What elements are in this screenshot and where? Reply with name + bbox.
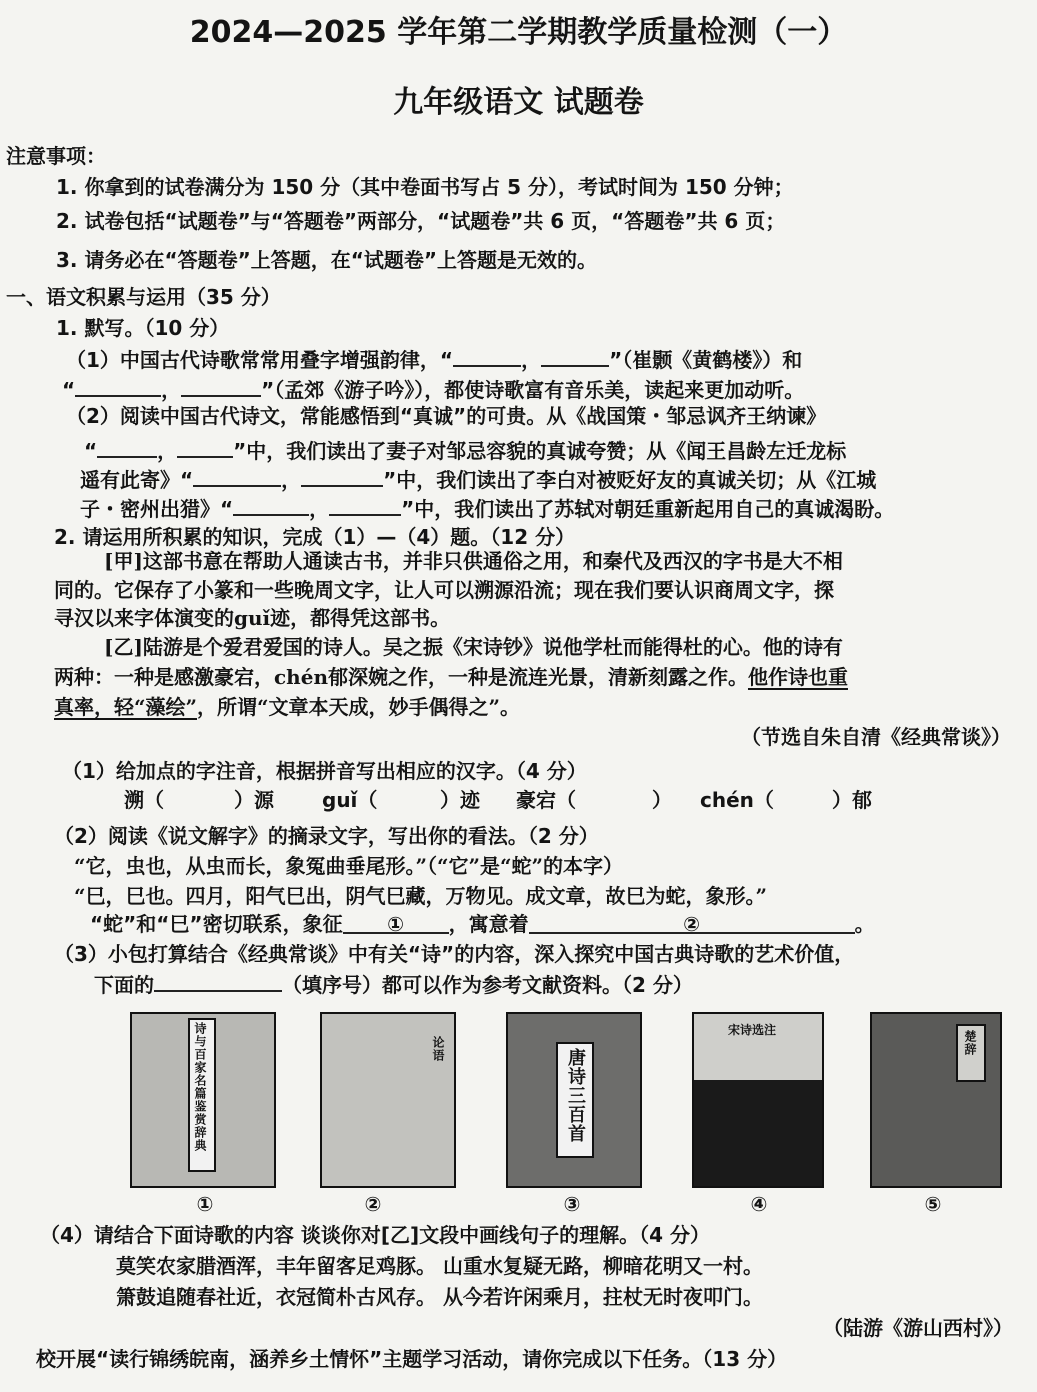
q2-title: 2. 请运用所积累的知识，完成（1）—（4）题。（12 分） bbox=[54, 525, 576, 549]
q2-sub1-item: ）郁 bbox=[832, 788, 872, 812]
q2-sub1-item: 豪宕（ bbox=[516, 788, 576, 812]
blank-2: ② bbox=[529, 914, 855, 934]
yi-line-3: 真率，轻“藻绘”，所谓“文章本天成，妙手偶得之”。 bbox=[54, 695, 521, 719]
blank bbox=[301, 467, 383, 487]
q1-part2-line3: 遥有此寄》“ ， ”中，我们读出了李白对被贬好友的真诚关切；从《江城 bbox=[80, 468, 877, 492]
book-cover-2 bbox=[320, 1012, 456, 1188]
blank bbox=[193, 467, 281, 487]
shuowen-line-1: “它，虫也，从虫而长，象冤曲垂尾形。”（“它”是“蛇”的本字） bbox=[74, 854, 624, 878]
poem-line-1: 莫笑农家腊酒浑，丰年留客足鸡豚。 山重水复疑无路，柳暗花明又一村。 bbox=[116, 1254, 763, 1278]
q2-sub1-item: ）源 bbox=[234, 788, 274, 812]
note-item-1: 1. 你拿到的试卷满分为 150 分（其中卷面书写占 5 分），考试时间为 150 分钟； bbox=[56, 175, 794, 199]
q2-sub2-answer-line: “蛇”和“巳”密切联系，象征 ① ，寓意着 ② 。 bbox=[90, 912, 875, 936]
book-cover-text: 唐诗三百首 bbox=[565, 1048, 586, 1143]
shuowen-line-2: “巳，巳也。四月，阳气巳出，阴气巳藏，万物见。成文章，故巳为蛇，象形。” bbox=[74, 884, 768, 908]
book-cover-text: 论语 bbox=[431, 1036, 445, 1062]
blank bbox=[75, 377, 161, 397]
book-cover-4 bbox=[692, 1012, 824, 1188]
book-cover-3 bbox=[506, 1012, 642, 1188]
book-number-5: ⑤ bbox=[924, 1192, 942, 1216]
blank bbox=[97, 438, 157, 458]
jia-line-1: [甲]这部书意在帮助人通读古书，并非只供通俗之用，和秦代及西汉的字书是大不相 bbox=[104, 549, 843, 573]
q1-part2-line1: （2）阅读中国古代诗文，常能感悟到“真诚”的可贵。从《战国策・邹忌讽齐王纳谏》 bbox=[66, 404, 827, 428]
underlined-sentence: 他作诗也重 bbox=[747, 665, 848, 689]
q2-sub1-item: chén（ bbox=[700, 788, 774, 812]
book-number-4: ④ bbox=[750, 1192, 768, 1216]
book-cover-5 bbox=[870, 1012, 1002, 1188]
passage-source: （节选自朱自清《经典常谈》） bbox=[741, 725, 1011, 749]
q2-sub2-title: （2）阅读《说文解字》的摘录文字，写出你的看法。（2 分） bbox=[54, 824, 599, 848]
q2-sub1-title: （1）给加点的字注音，根据拼音写出相应的汉字。（4 分） bbox=[62, 759, 587, 783]
blank bbox=[329, 496, 401, 516]
book-number-3: ③ bbox=[563, 1192, 581, 1216]
q1-part2-line4: 子・密州出猎》“ ， ”中，我们读出了苏轼对朝廷重新起用自己的真诚渴盼。 bbox=[80, 497, 895, 521]
q2-sub1-item: guǐ（ bbox=[322, 788, 378, 812]
blank bbox=[233, 496, 309, 516]
book-number-1: ① bbox=[196, 1192, 214, 1216]
q1-part1-line1: （1）中国古代诗歌常常用叠字增强韵律，“ ， ”（崔颢《黄鹤楼》）和 bbox=[66, 348, 803, 372]
q1-title: 1. 默写。（10 分） bbox=[56, 316, 230, 340]
blank bbox=[453, 347, 521, 367]
note-item-2: 2. 试卷包括“试题卷”与“答题卷”两部分，“试题卷”共 6 页，“答题卷”共 6 页； bbox=[56, 209, 786, 233]
poem-source: （陆游《游山西村》） bbox=[823, 1316, 1013, 1340]
blank bbox=[177, 438, 233, 458]
q2-sub1-item: ）迹 bbox=[440, 788, 480, 812]
blank bbox=[154, 972, 282, 992]
book-cover-text: 楚辞 bbox=[963, 1030, 977, 1056]
blank-1: ① bbox=[343, 914, 449, 934]
q2-sub4-title: （4）请结合下面诗歌的内容 谈谈你对[乙]文段中画线句子的理解。（4 分） bbox=[40, 1223, 711, 1247]
poem-line-2: 箫鼓追随春社近，衣冠简朴古风存。 从今若许闲乘月，拄杖无时夜叩门。 bbox=[116, 1285, 763, 1309]
jia-line-2: 同的。它保存了小篆和一些晚周文字，让人可以溯源沿流；现在我们要认识商周文字，探 bbox=[54, 578, 834, 602]
q2-sub1-item: 溯（ bbox=[124, 788, 164, 812]
underlined-sentence: 真率，轻“藻绘” bbox=[54, 695, 198, 719]
book-cover-text: 诗与百家名篇鉴赏辞典 bbox=[193, 1022, 207, 1152]
q1-part1-line2: “ ， ”（孟郊《游子吟》），都使诗歌富有音乐美，读起来更加动听。 bbox=[62, 378, 805, 402]
q3-intro-line: 校开展“读行锦绣皖南，涵养乡土情怀”主题学习活动，请你完成以下任务。（13 分） bbox=[36, 1347, 788, 1371]
section-title: 一、语文积累与运用（35 分） bbox=[6, 285, 281, 309]
exam-title: 2024—2025 学年第二学期教学质量检测（一） bbox=[189, 15, 848, 50]
q2-sub3-line-2: 下面的 （填序号）都可以作为参考文献资料。（2 分） bbox=[94, 973, 693, 997]
notes-heading: 注意事项： bbox=[6, 144, 106, 168]
book-cover-1 bbox=[130, 1012, 276, 1188]
book-number-2: ② bbox=[364, 1192, 382, 1216]
q2-sub1-item: ） bbox=[652, 788, 672, 812]
yi-line-1: [乙]陆游是个爱君爱国的诗人。吴之振《宋诗钞》说他学杜而能得杜的心。他的诗有 bbox=[104, 635, 843, 659]
blank bbox=[541, 347, 609, 367]
jia-line-3: 寻汉以来字体演变的guǐ迹，都得凭这部书。 bbox=[54, 606, 451, 630]
q2-sub3-line-1: （3）小包打算结合《经典常谈》中有关“诗”的内容，深入探究中国古典诗歌的艺术价值， bbox=[54, 942, 855, 966]
yi-line-2: 两种：一种是感激豪宕，chén郁深婉之作，一种是流连光景，清新刻露之作。他作诗也重 bbox=[54, 665, 848, 689]
blank bbox=[181, 377, 261, 397]
exam-subtitle: 九年级语文 试题卷 bbox=[393, 85, 644, 120]
book-cover-text: 宋诗选注 bbox=[728, 1023, 777, 1037]
note-item-3: 3. 请务必在“答题卷”上答题，在“试题卷”上答题是无效的。 bbox=[56, 248, 598, 272]
q1-part2-line2: “ ， ”中，我们读出了妻子对邹忌容貌的真诚夸赞；从《闻王昌龄左迁龙标 bbox=[84, 439, 847, 463]
